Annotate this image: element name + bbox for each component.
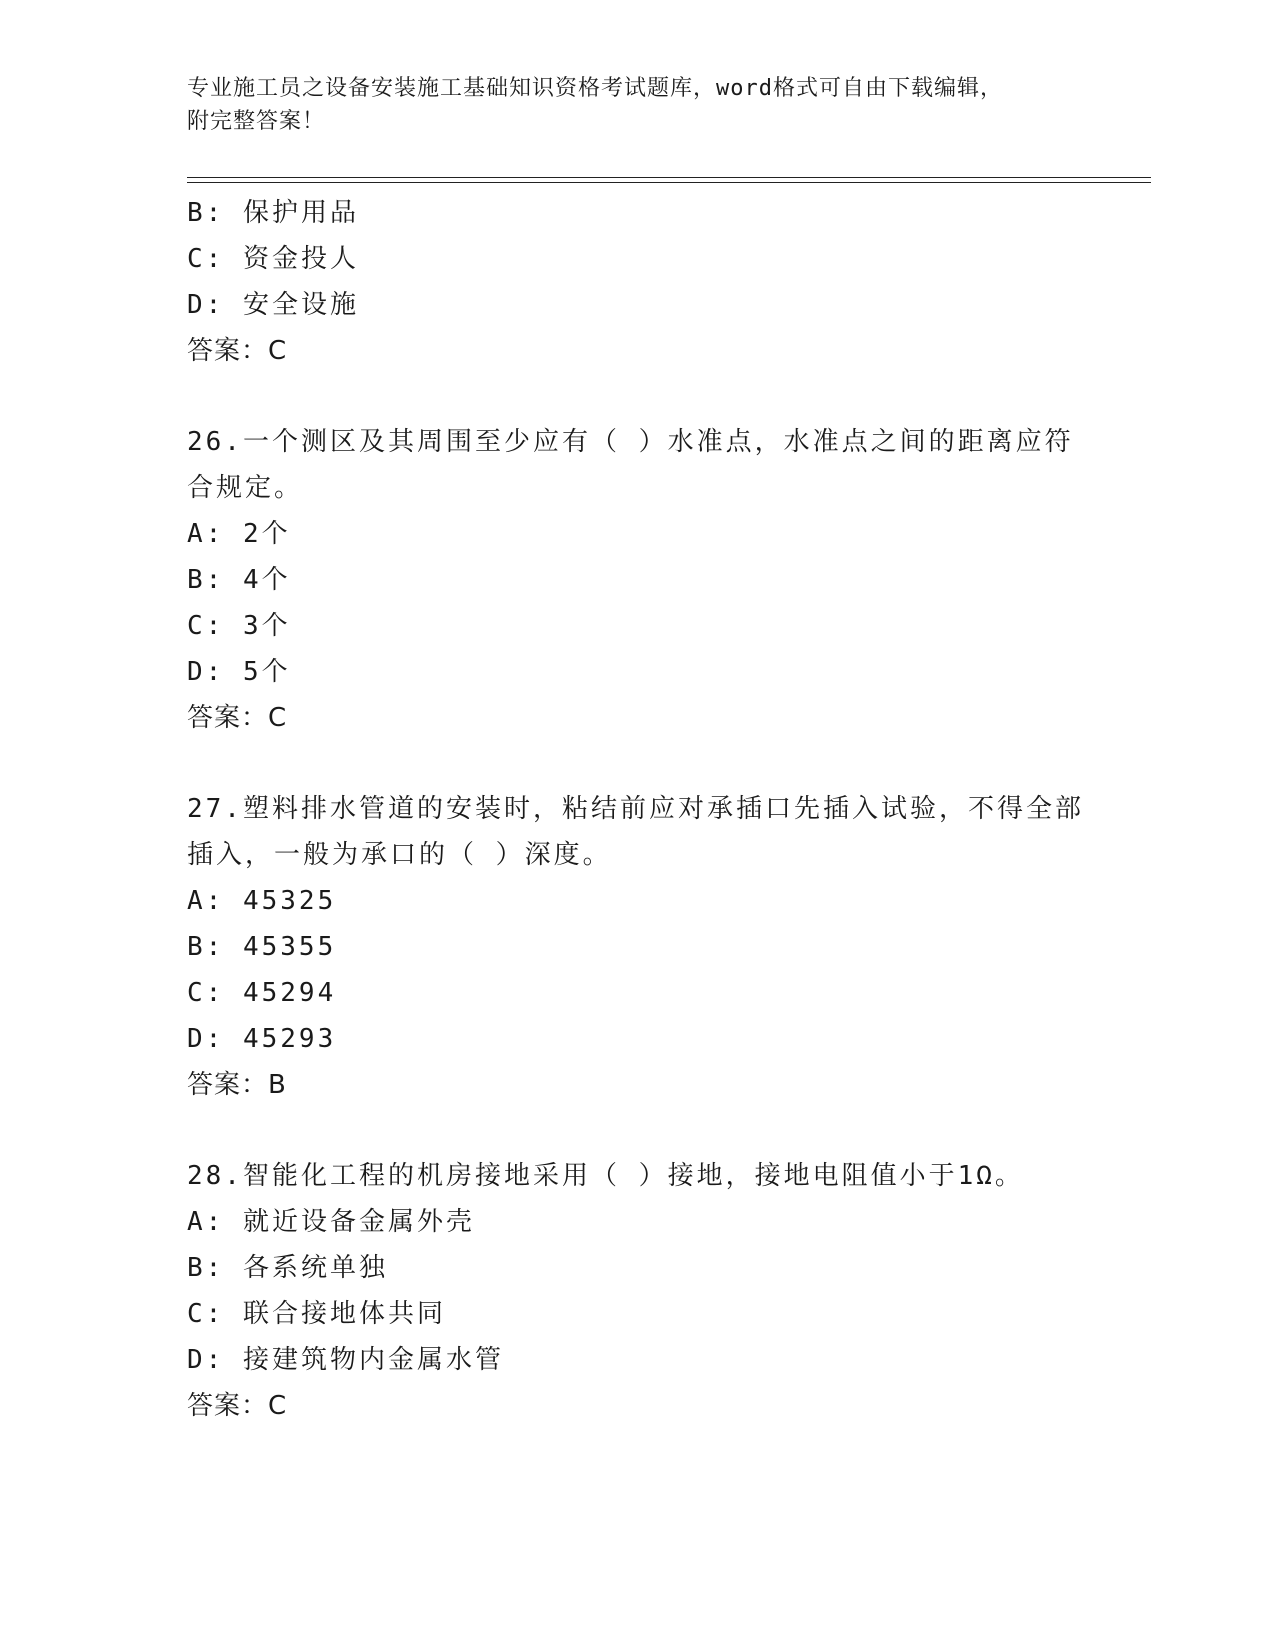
header-title-line-1: 专业施工员之设备安装施工基础知识资格考试题库，word格式可自由下载编辑，	[187, 76, 1003, 101]
answer-line: 答案：B	[187, 1070, 287, 1100]
continued-question	[187, 190, 1117, 374]
option-a: A: 45325	[187, 886, 337, 916]
page-header	[187, 72, 1087, 138]
answer-line: 答案：C	[187, 703, 288, 733]
header-title-line-2: 附完整答案！	[187, 109, 326, 134]
option-a: A: 就近设备金属外壳	[187, 1207, 475, 1237]
option-d: D: 45293	[187, 1024, 337, 1054]
question-26	[187, 419, 1117, 741]
question-stem-line-1: 26.一个测区及其周围至少应有（ ）水准点，水准点之间的距离应符	[187, 427, 1074, 457]
question-28	[187, 1153, 1117, 1429]
question-stem-line-2: 插入，一般为承口的（ ）深度。	[187, 840, 612, 870]
option-c: C: 联合接地体共同	[187, 1299, 446, 1329]
question-27	[187, 786, 1117, 1108]
option-b: B: 保护用品	[187, 198, 359, 228]
option-a: A: 2个	[187, 519, 291, 549]
question-stem-line-2: 合规定。	[187, 473, 304, 503]
header-divider	[187, 177, 1151, 183]
question-list	[187, 190, 1117, 1429]
answer-line: 答案：C	[187, 1391, 288, 1421]
answer-line: 答案：C	[187, 336, 288, 366]
option-d: D: 5个	[187, 657, 291, 687]
question-stem-line-1: 28.智能化工程的机房接地采用（ ）接地，接地电阻值小于1Ω。	[187, 1161, 1024, 1191]
spacer	[187, 1108, 1117, 1153]
option-c: C: 资金投人	[187, 244, 359, 274]
option-b: B: 45355	[187, 932, 337, 962]
question-stem-line-1: 27.塑料排水管道的安装时，粘结前应对承插口先插入试验，不得全部	[187, 794, 1084, 824]
option-c: C: 3个	[187, 611, 291, 641]
option-b: B: 各系统单独	[187, 1253, 388, 1283]
spacer	[187, 374, 1117, 419]
option-d: D: 安全设施	[187, 290, 359, 320]
option-c: C: 45294	[187, 978, 337, 1008]
spacer	[187, 741, 1117, 786]
option-b: B: 4个	[187, 565, 291, 595]
option-d: D: 接建筑物内金属水管	[187, 1345, 504, 1375]
